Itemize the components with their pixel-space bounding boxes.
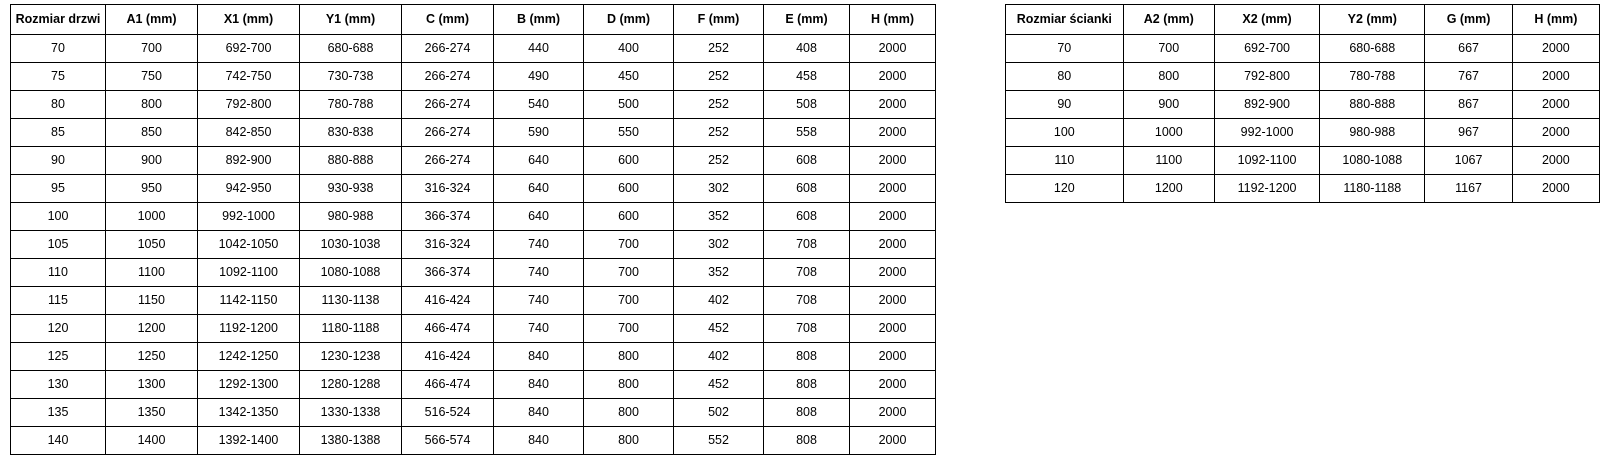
wall-table-head <box>1006 5 1600 35</box>
table-cell: 1180-1188 <box>1320 175 1425 203</box>
table-cell: 302 <box>674 231 764 259</box>
table-cell: 750 <box>106 63 198 91</box>
table-cell: 252 <box>674 91 764 119</box>
table-cell: 1180-1188 <box>300 315 402 343</box>
doors-table-body <box>11 35 936 455</box>
table-cell: 90 <box>11 147 106 175</box>
table-cell: 2000 <box>1512 63 1599 91</box>
table-cell: 2000 <box>1512 119 1599 147</box>
column-header: Rozmiar ścianki <box>1006 5 1124 35</box>
table-cell: 502 <box>674 399 764 427</box>
table-cell: 466-474 <box>402 371 494 399</box>
table-cell: 70 <box>1006 35 1124 63</box>
table-cell: 110 <box>1006 147 1124 175</box>
table-cell: 840 <box>494 343 584 371</box>
table-cell: 900 <box>106 147 198 175</box>
table-cell: 1067 <box>1425 147 1512 175</box>
table-cell: 980-988 <box>300 203 402 231</box>
table-cell: 1250 <box>106 343 198 371</box>
table-cell: 252 <box>674 63 764 91</box>
table-cell: 700 <box>584 259 674 287</box>
table-cell: 105 <box>11 231 106 259</box>
table-cell: 266-274 <box>402 147 494 175</box>
table-cell: 1192-1200 <box>198 315 300 343</box>
table-cell: 508 <box>764 91 850 119</box>
table-row <box>11 91 936 119</box>
table-cell: 402 <box>674 343 764 371</box>
column-header: Y2 (mm) <box>1320 5 1425 35</box>
table-cell: 70 <box>11 35 106 63</box>
table-cell: 1192-1200 <box>1214 175 1319 203</box>
table-cell: 366-374 <box>402 259 494 287</box>
table-cell: 120 <box>1006 175 1124 203</box>
table-cell: 942-950 <box>198 175 300 203</box>
table-cell: 880-888 <box>1320 91 1425 119</box>
table-cell: 550 <box>584 119 674 147</box>
table-cell: 402 <box>674 287 764 315</box>
doors-dimensions-table <box>10 4 936 455</box>
table-cell: 490 <box>494 63 584 91</box>
table-cell: 1050 <box>106 231 198 259</box>
table-header-row <box>1006 5 1600 35</box>
table-cell: 967 <box>1425 119 1512 147</box>
table-cell: 466-474 <box>402 315 494 343</box>
column-header: F (mm) <box>674 5 764 35</box>
table-cell: 792-800 <box>198 91 300 119</box>
table-cell: 608 <box>764 175 850 203</box>
column-header: X2 (mm) <box>1214 5 1319 35</box>
column-header: B (mm) <box>494 5 584 35</box>
table-cell: 80 <box>11 91 106 119</box>
table-cell: 1030-1038 <box>300 231 402 259</box>
table-cell: 800 <box>584 343 674 371</box>
table-cell: 1350 <box>106 399 198 427</box>
table-cell: 892-900 <box>198 147 300 175</box>
table-cell: 266-274 <box>402 91 494 119</box>
table-cell: 2000 <box>850 147 936 175</box>
table-cell: 408 <box>764 35 850 63</box>
table-cell: 1230-1238 <box>300 343 402 371</box>
column-header: E (mm) <box>764 5 850 35</box>
table-cell: 880-888 <box>300 147 402 175</box>
column-header: X1 (mm) <box>198 5 300 35</box>
table-cell: 708 <box>764 287 850 315</box>
table-row <box>11 119 936 147</box>
table-row <box>11 231 936 259</box>
table-cell: 302 <box>674 175 764 203</box>
table-cell: 692-700 <box>1214 35 1319 63</box>
table-cell: 800 <box>1123 63 1214 91</box>
table-row <box>11 343 936 371</box>
table-cell: 730-738 <box>300 63 402 91</box>
table-cell: 1000 <box>1123 119 1214 147</box>
table-cell: 2000 <box>850 175 936 203</box>
table-cell: 640 <box>494 175 584 203</box>
table-cell: 767 <box>1425 63 1512 91</box>
table-cell: 700 <box>584 231 674 259</box>
table-cell: 840 <box>494 399 584 427</box>
table-cell: 1380-1388 <box>300 427 402 455</box>
table-cell: 316-324 <box>402 175 494 203</box>
table-row <box>1006 147 1600 175</box>
table-cell: 680-688 <box>1320 35 1425 63</box>
table-cell: 830-838 <box>300 119 402 147</box>
column-header: Y1 (mm) <box>300 5 402 35</box>
table-cell: 416-424 <box>402 287 494 315</box>
table-cell: 352 <box>674 259 764 287</box>
table-cell: 1392-1400 <box>198 427 300 455</box>
table-cell: 516-524 <box>402 399 494 427</box>
table-cell: 980-988 <box>1320 119 1425 147</box>
table-cell: 316-324 <box>402 231 494 259</box>
table-cell: 1200 <box>106 315 198 343</box>
column-header: A2 (mm) <box>1123 5 1214 35</box>
table-cell: 808 <box>764 343 850 371</box>
table-cell: 900 <box>1123 91 1214 119</box>
table-cell: 352 <box>674 203 764 231</box>
table-cell: 600 <box>584 147 674 175</box>
table-cell: 640 <box>494 147 584 175</box>
table-cell: 808 <box>764 427 850 455</box>
table-cell: 740 <box>494 231 584 259</box>
table-cell: 1200 <box>1123 175 1214 203</box>
column-header: C (mm) <box>402 5 494 35</box>
table-cell: 992-1000 <box>1214 119 1319 147</box>
table-row <box>1006 63 1600 91</box>
table-cell: 680-688 <box>300 35 402 63</box>
table-cell: 450 <box>584 63 674 91</box>
table-cell: 500 <box>584 91 674 119</box>
table-cell: 1280-1288 <box>300 371 402 399</box>
table-cell: 416-424 <box>402 343 494 371</box>
table-row <box>1006 175 1600 203</box>
table-cell: 1167 <box>1425 175 1512 203</box>
table-cell: 740 <box>494 315 584 343</box>
table-cell: 608 <box>764 203 850 231</box>
table-cell: 842-850 <box>198 119 300 147</box>
table-cell: 2000 <box>850 203 936 231</box>
doors-dimensions-table-container <box>10 4 936 455</box>
table-cell: 708 <box>764 315 850 343</box>
table-cell: 590 <box>494 119 584 147</box>
table-cell: 552 <box>674 427 764 455</box>
wall-dimensions-table-container <box>1005 4 1600 203</box>
table-cell: 850 <box>106 119 198 147</box>
table-cell: 1080-1088 <box>300 259 402 287</box>
table-row <box>11 147 936 175</box>
table-cell: 452 <box>674 315 764 343</box>
table-cell: 740 <box>494 287 584 315</box>
table-cell: 700 <box>584 287 674 315</box>
wall-dimensions-table <box>1005 4 1600 203</box>
table-cell: 2000 <box>850 315 936 343</box>
table-cell: 808 <box>764 371 850 399</box>
table-cell: 1092-1100 <box>198 259 300 287</box>
table-cell: 867 <box>1425 91 1512 119</box>
table-cell: 135 <box>11 399 106 427</box>
table-cell: 808 <box>764 399 850 427</box>
table-cell: 1150 <box>106 287 198 315</box>
table-cell: 115 <box>11 287 106 315</box>
table-cell: 640 <box>494 203 584 231</box>
table-cell: 600 <box>584 175 674 203</box>
table-cell: 266-274 <box>402 63 494 91</box>
table-cell: 1400 <box>106 427 198 455</box>
table-cell: 2000 <box>850 343 936 371</box>
table-cell: 130 <box>11 371 106 399</box>
table-cell: 400 <box>584 35 674 63</box>
table-cell: 708 <box>764 231 850 259</box>
table-cell: 90 <box>1006 91 1124 119</box>
table-cell: 120 <box>11 315 106 343</box>
wall-table-body <box>1006 35 1600 203</box>
table-cell: 992-1000 <box>198 203 300 231</box>
table-cell: 700 <box>584 315 674 343</box>
table-cell: 1330-1338 <box>300 399 402 427</box>
table-cell: 2000 <box>850 427 936 455</box>
column-header: Rozmiar drzwi <box>11 5 106 35</box>
table-cell: 266-274 <box>402 35 494 63</box>
table-cell: 708 <box>764 259 850 287</box>
table-cell: 566-574 <box>402 427 494 455</box>
table-cell: 930-938 <box>300 175 402 203</box>
table-cell: 75 <box>11 63 106 91</box>
table-cell: 800 <box>584 371 674 399</box>
table-cell: 667 <box>1425 35 1512 63</box>
table-cell: 558 <box>764 119 850 147</box>
table-cell: 252 <box>674 147 764 175</box>
doors-table-head <box>11 5 936 35</box>
table-cell: 600 <box>584 203 674 231</box>
table-cell: 2000 <box>850 231 936 259</box>
table-cell: 742-750 <box>198 63 300 91</box>
table-cell: 840 <box>494 427 584 455</box>
table-header-row <box>11 5 936 35</box>
table-cell: 540 <box>494 91 584 119</box>
table-row <box>11 203 936 231</box>
table-row <box>11 399 936 427</box>
table-cell: 780-788 <box>1320 63 1425 91</box>
table-cell: 1242-1250 <box>198 343 300 371</box>
table-cell: 1342-1350 <box>198 399 300 427</box>
table-cell: 800 <box>584 427 674 455</box>
column-header: G (mm) <box>1425 5 1512 35</box>
table-cell: 1000 <box>106 203 198 231</box>
column-header: A1 (mm) <box>106 5 198 35</box>
table-cell: 80 <box>1006 63 1124 91</box>
table-cell: 366-374 <box>402 203 494 231</box>
table-cell: 1092-1100 <box>1214 147 1319 175</box>
table-cell: 1142-1150 <box>198 287 300 315</box>
table-cell: 700 <box>106 35 198 63</box>
table-cell: 2000 <box>850 399 936 427</box>
table-cell: 692-700 <box>198 35 300 63</box>
table-cell: 100 <box>11 203 106 231</box>
table-cell: 2000 <box>1512 147 1599 175</box>
table-cell: 458 <box>764 63 850 91</box>
table-cell: 2000 <box>1512 91 1599 119</box>
table-row <box>11 315 936 343</box>
table-row <box>11 259 936 287</box>
table-row <box>11 427 936 455</box>
table-cell: 2000 <box>1512 35 1599 63</box>
table-cell: 252 <box>674 35 764 63</box>
table-cell: 2000 <box>850 91 936 119</box>
table-cell: 840 <box>494 371 584 399</box>
table-row <box>1006 35 1600 63</box>
table-cell: 252 <box>674 119 764 147</box>
table-row <box>11 35 936 63</box>
table-row <box>11 175 936 203</box>
table-cell: 800 <box>584 399 674 427</box>
table-cell: 2000 <box>850 63 936 91</box>
table-row <box>11 287 936 315</box>
table-row <box>1006 91 1600 119</box>
table-cell: 800 <box>106 91 198 119</box>
table-cell: 452 <box>674 371 764 399</box>
table-cell: 125 <box>11 343 106 371</box>
table-cell: 1100 <box>1123 147 1214 175</box>
table-cell: 700 <box>1123 35 1214 63</box>
table-cell: 440 <box>494 35 584 63</box>
table-row <box>11 371 936 399</box>
table-cell: 1300 <box>106 371 198 399</box>
table-cell: 780-788 <box>300 91 402 119</box>
table-cell: 2000 <box>850 119 936 147</box>
table-cell: 1292-1300 <box>198 371 300 399</box>
column-header: D (mm) <box>584 5 674 35</box>
table-cell: 100 <box>1006 119 1124 147</box>
table-cell: 740 <box>494 259 584 287</box>
column-header: H (mm) <box>1512 5 1599 35</box>
table-row <box>11 63 936 91</box>
table-cell: 110 <box>11 259 106 287</box>
table-cell: 266-274 <box>402 119 494 147</box>
table-cell: 1080-1088 <box>1320 147 1425 175</box>
table-cell: 2000 <box>850 371 936 399</box>
table-cell: 608 <box>764 147 850 175</box>
table-cell: 1130-1138 <box>300 287 402 315</box>
table-cell: 140 <box>11 427 106 455</box>
table-cell: 792-800 <box>1214 63 1319 91</box>
table-cell: 1100 <box>106 259 198 287</box>
table-cell: 2000 <box>1512 175 1599 203</box>
table-cell: 2000 <box>850 35 936 63</box>
table-cell: 1042-1050 <box>198 231 300 259</box>
table-cell: 95 <box>11 175 106 203</box>
table-cell: 892-900 <box>1214 91 1319 119</box>
table-cell: 2000 <box>850 259 936 287</box>
column-header: H (mm) <box>850 5 936 35</box>
table-cell: 2000 <box>850 287 936 315</box>
table-cell: 950 <box>106 175 198 203</box>
table-row <box>1006 119 1600 147</box>
table-cell: 85 <box>11 119 106 147</box>
